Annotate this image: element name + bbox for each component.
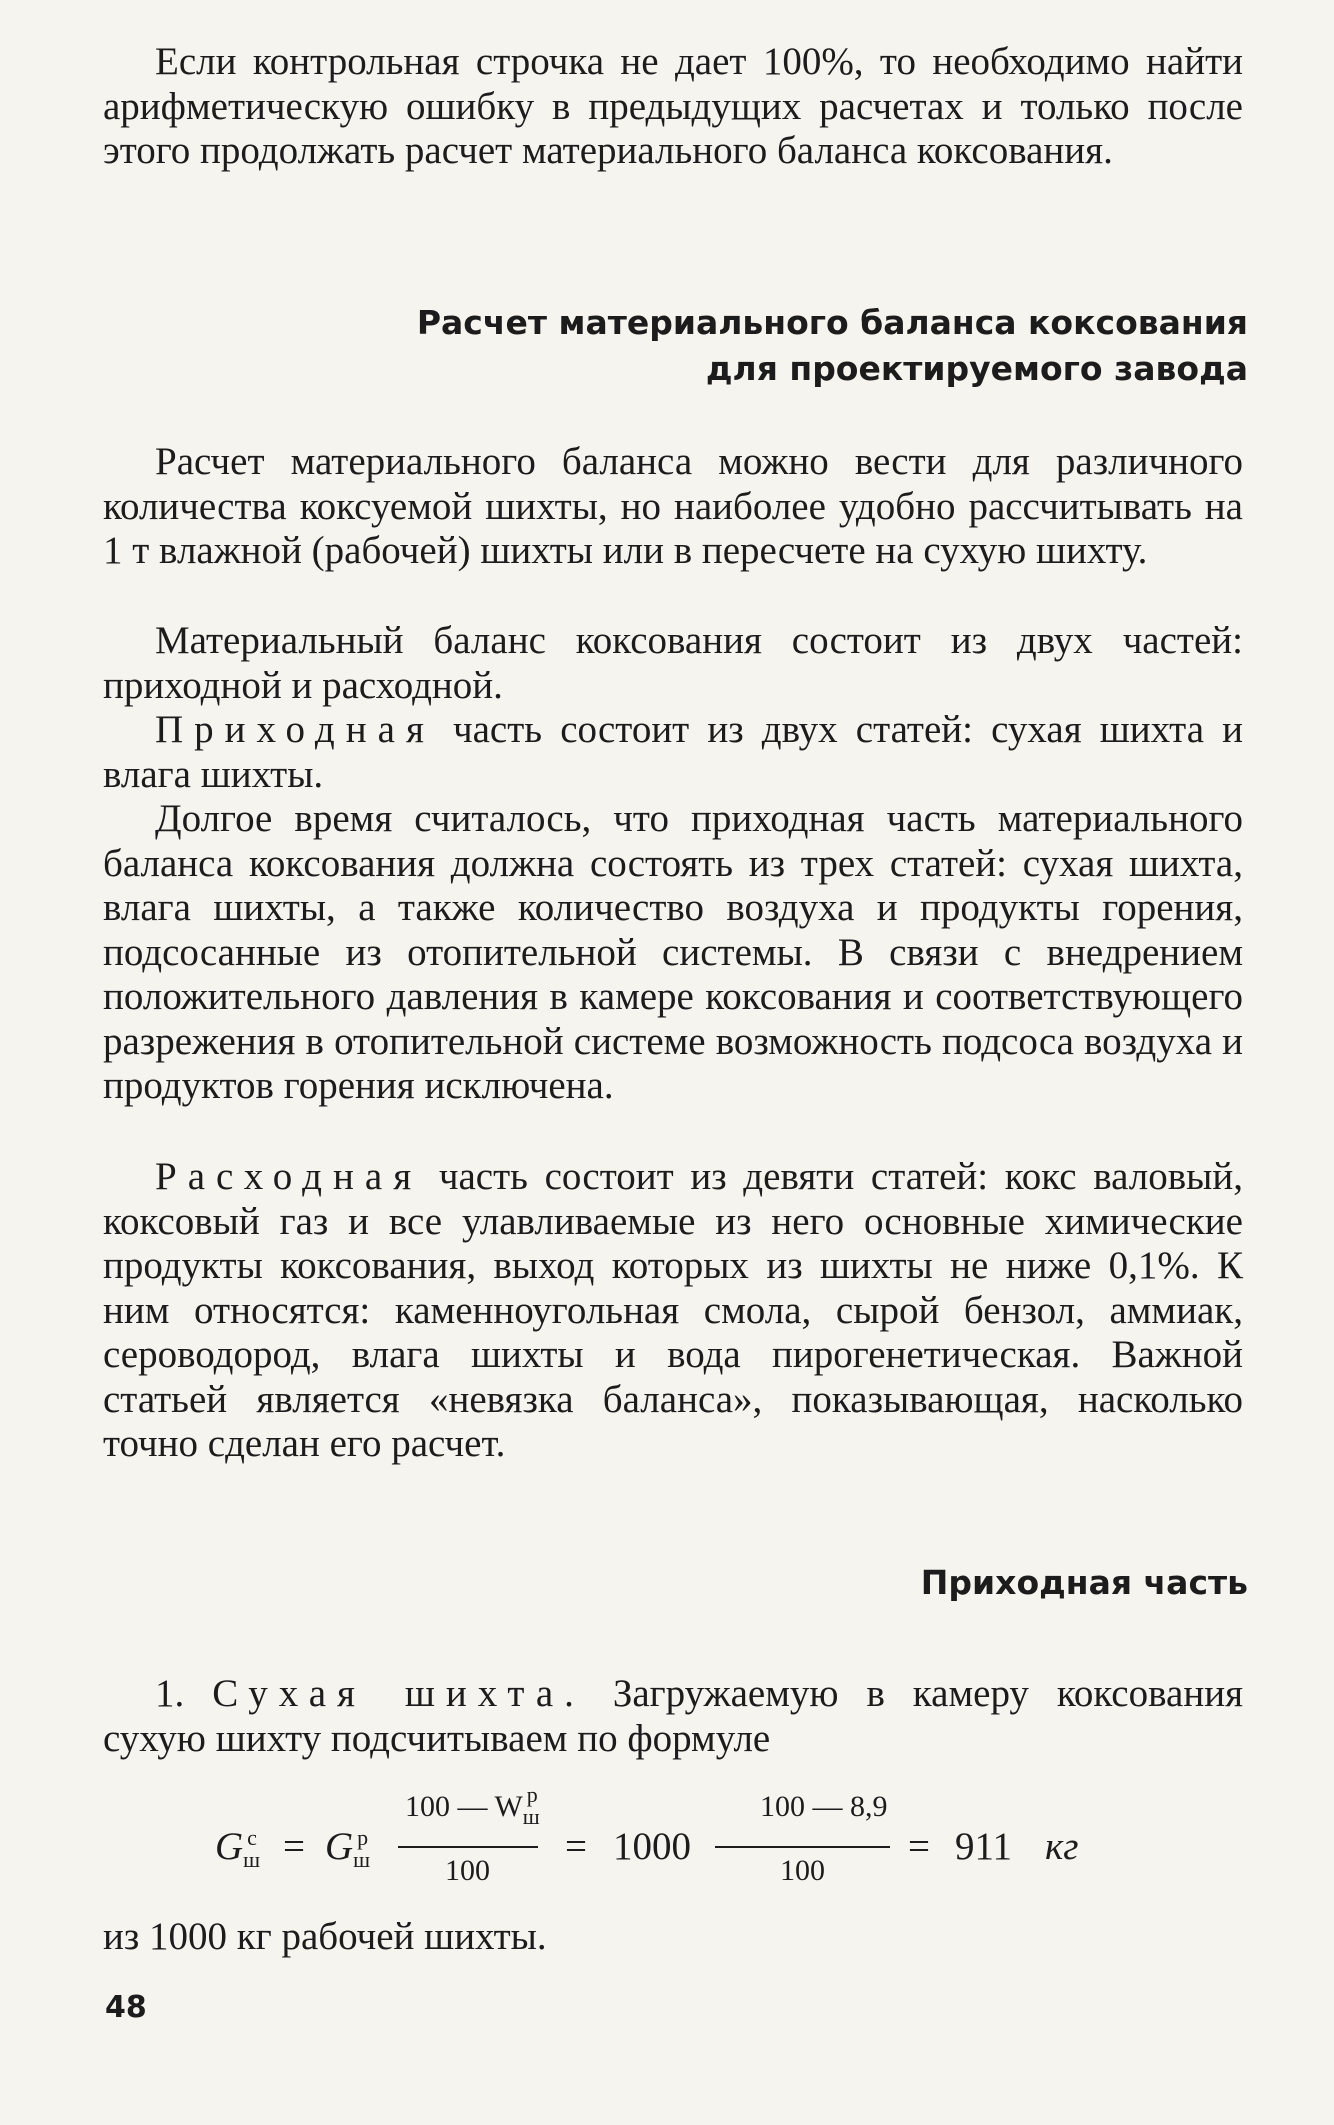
paragraph-calculation-basis: Расчет материального баланса можно вести для различного количества коксуемой шихты, но наиболее удобно рассчитывать на 1 т влажной (рабочей) шихты или в пересчете на сухую шихту. [103, 440, 1243, 572]
section-heading [417, 300, 1248, 392]
formula-frac1-numerator: 100 — $W_ш^р$ [405, 1782, 540, 1829]
paragraph-formula-note: из 1000 кг рабочей шихты. [103, 1915, 547, 1958]
formula-eq-1: = [283, 1825, 305, 1868]
formula-unit: кг [1045, 1825, 1079, 1868]
formula-coefficient: 1000 [613, 1825, 691, 1868]
page-number: 48 [105, 1990, 147, 2025]
paragraph-history: Долгое время считалось, что приходная часть материального баланса коксования должна состоять из трех статей: сухая шихта, влага шихты, а также количество воздуха и продукты горения, подсосанные из отопительной системы. В связи с внедрением положительного давления в камере коксования и соответствующего разрежения в отопительной системе возможность подсоса воздуха и продуктов горения исключена. [103, 797, 1243, 1107]
formula-result: 911 [955, 1825, 1013, 1868]
formula-eq-2: = [565, 1825, 587, 1868]
section-heading-line-2: для проектируемого завода [705, 349, 1248, 388]
paragraph-expense-part [103, 1155, 1243, 1467]
formula-rhs-symbol: $G_ш^р$ [325, 1825, 371, 1872]
paragraph-balance-parts: Материальный баланс коксования состоит из двух частей: приходной и расходной. [103, 619, 1243, 707]
expense-part-text: часть состоит из девяти статей: кокс валовый, коксовый газ и все улавливаемые из него основные химические продукты коксования, выход которых из шихты не ниже 0,1%. К ним относятся: каменноугольная смола, сырой бензол, аммиак, сероводород, влага шихты и вода пирогенетическая. Важной статьей является «невязка баланса», показывающая, насколько точно сделан его расчет. [103, 1155, 1243, 1465]
subsection-heading-text: Приходная часть [920, 1563, 1248, 1602]
section-heading-line-1: Расчет материального баланса коксования [416, 303, 1248, 342]
paragraph-dry-charge [103, 1672, 1243, 1761]
paragraph-control-line: Если контрольная строчка не дает 100%, то необходимо найти арифметическую ошибку в предыдущих расчетах и только после этого продолжать расчет материального баланса коксования. [103, 40, 1243, 172]
income-part-term: Приходная [155, 708, 435, 751]
formula-frac1-bar [398, 1846, 538, 1848]
formula-frac2-denominator: 100 [780, 1854, 825, 1887]
subsection-heading [921, 1560, 1248, 1606]
formula-lhs: $G_ш^с$ [215, 1825, 261, 1872]
formula-frac2-numerator: 100 — 8,9 [760, 1790, 888, 1823]
formula-frac1-denominator: 100 [445, 1854, 490, 1887]
dry-charge-formula [215, 1782, 1135, 1900]
expense-part-term: Расходная [155, 1155, 423, 1198]
formula-frac2-bar [715, 1846, 890, 1848]
paragraph-income-part [103, 708, 1243, 797]
income-part-text: часть состоит из двух статей: сухая шихта и влага шихты. [103, 708, 1243, 796]
dry-charge-term: Сухая шихта. [212, 1672, 585, 1715]
formula-eq-3: = [908, 1825, 930, 1868]
dry-charge-text: Загружаемую в камеру коксования сухую шихту подсчитываем по формуле [103, 1672, 1244, 1760]
item-number: 1. [155, 1672, 185, 1715]
